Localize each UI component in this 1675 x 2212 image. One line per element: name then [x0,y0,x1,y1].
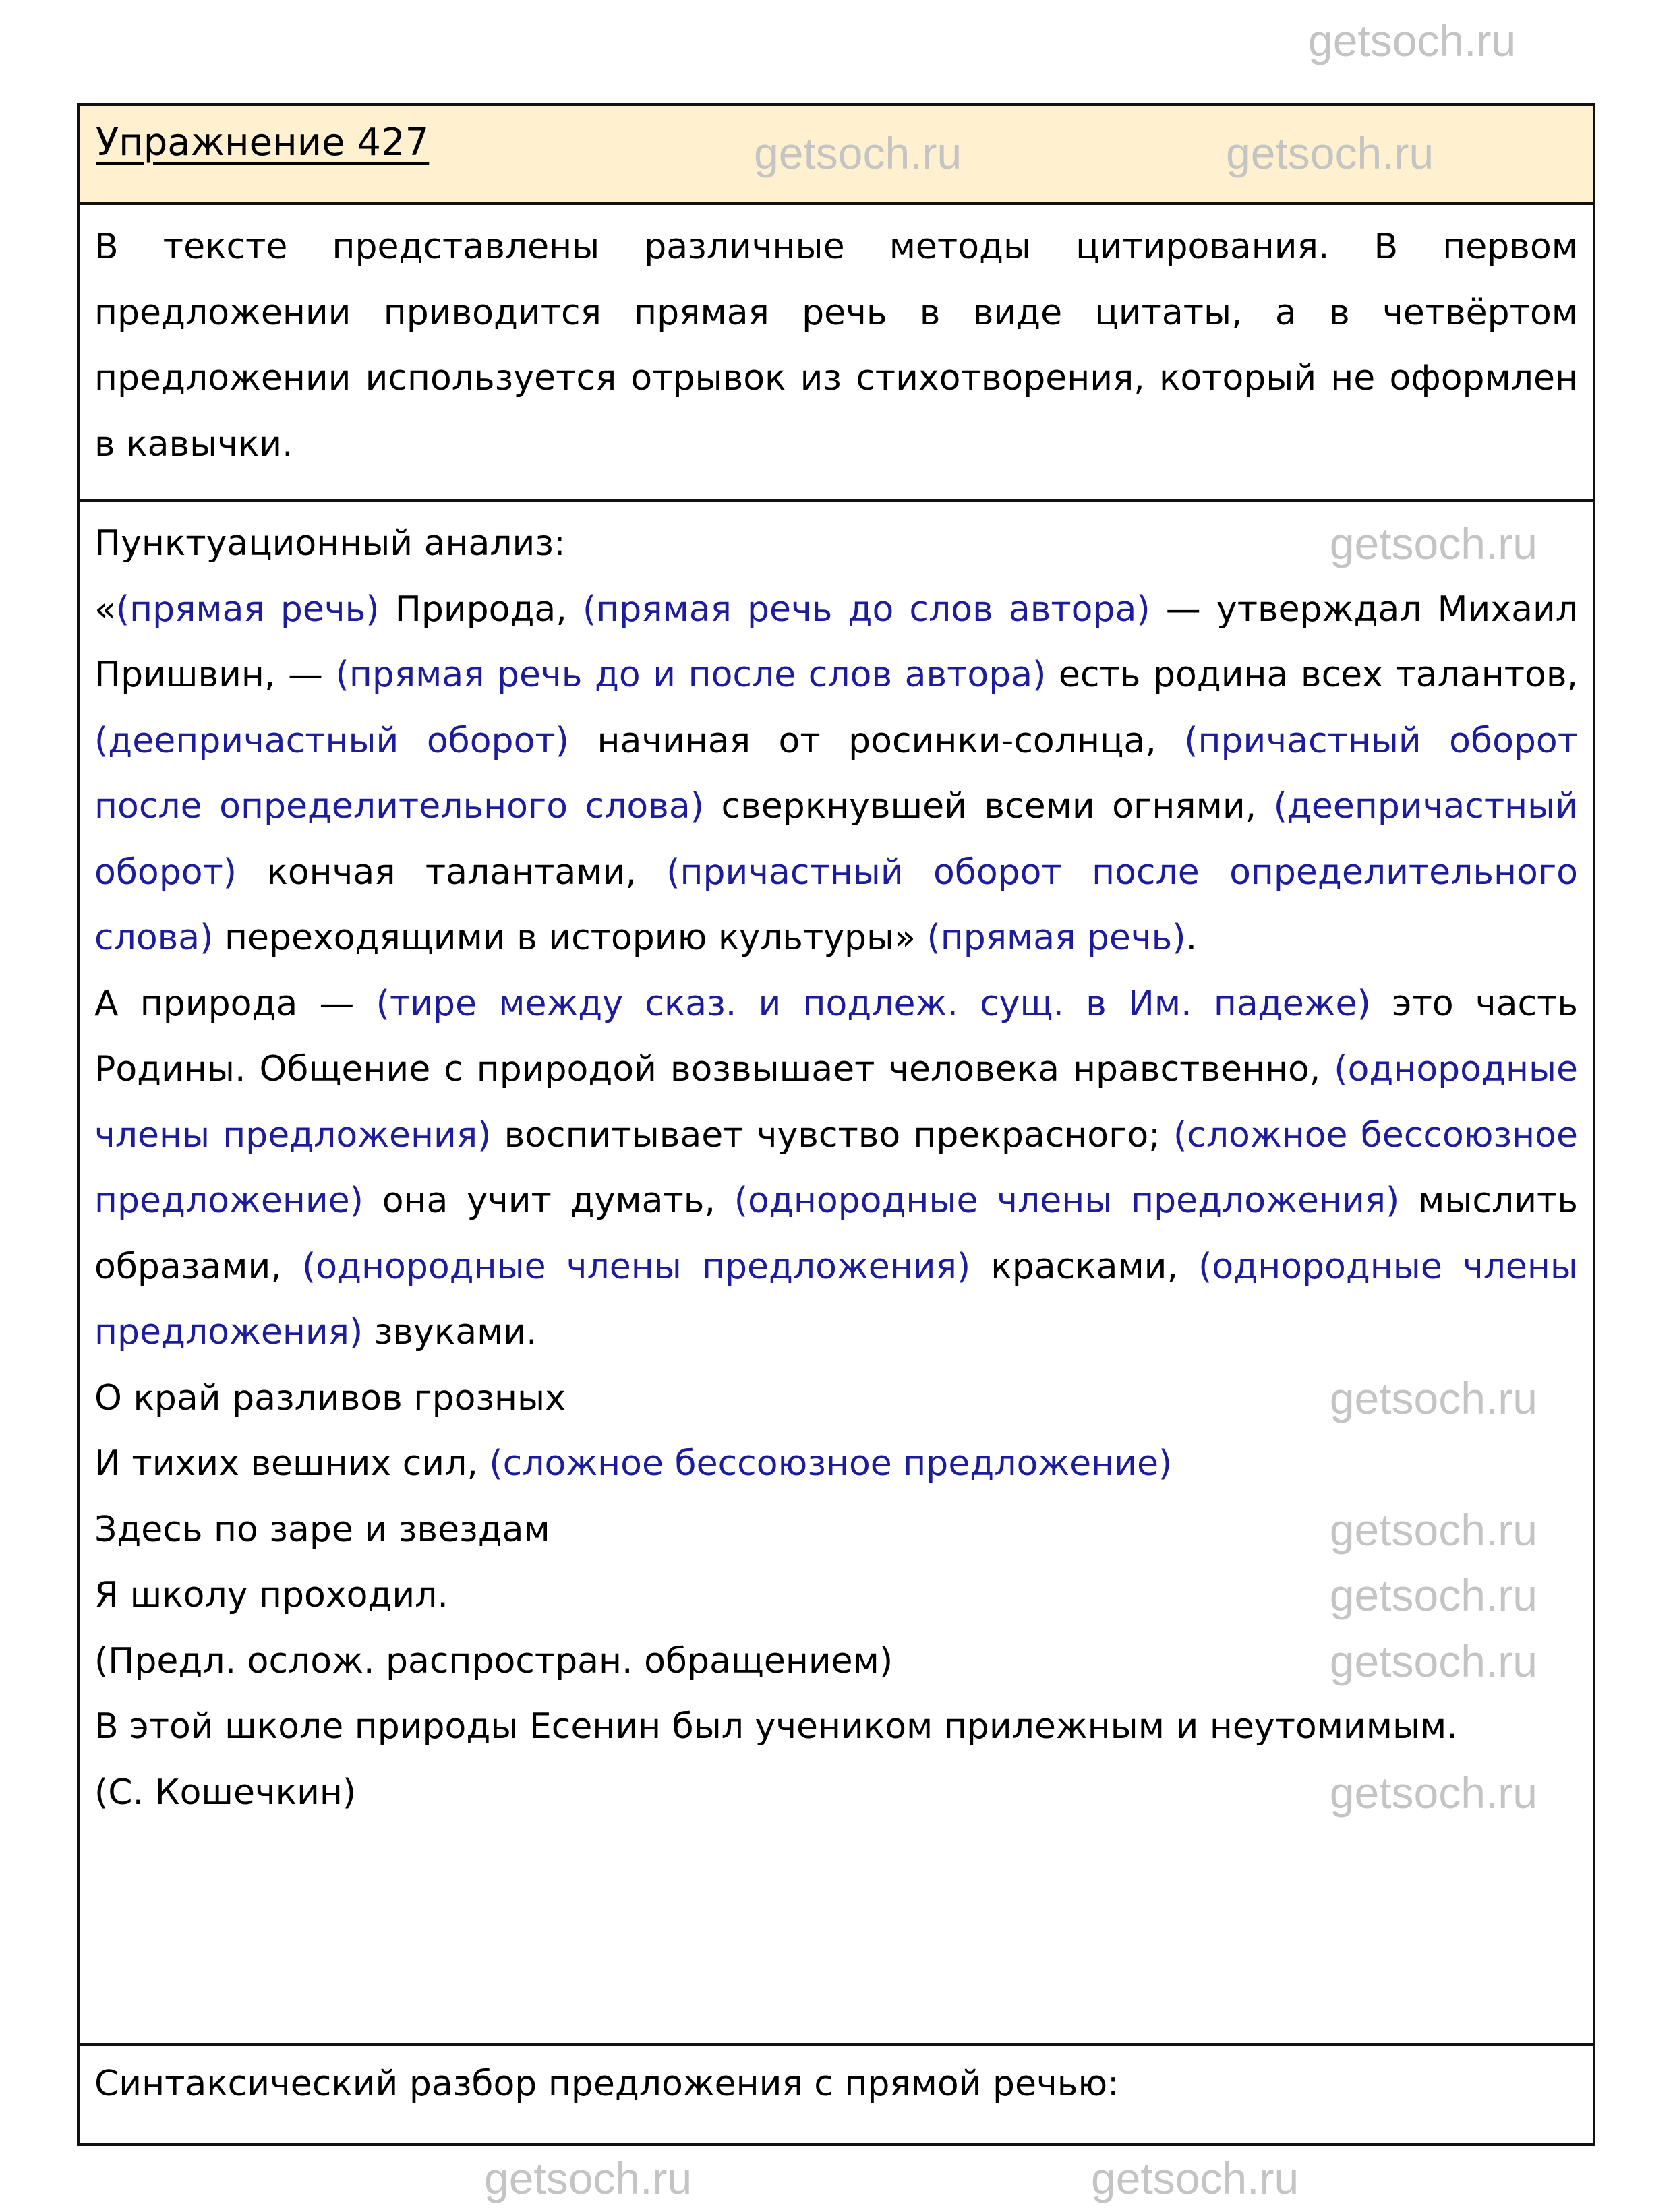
grammar-annotation: (деепричастный оборот) [94,786,1578,893]
analysis-paragraph [94,972,1578,1366]
grammar-annotation: (прямая речь до слов автора) [582,589,1150,630]
watermark: getsoch.ru [1091,2153,1299,2203]
exercise-card [77,103,1595,2203]
watermark: getsoch.ru [1329,1504,1537,1555]
exercise-title: Упражнение 427 [96,121,430,165]
text-fragment: Природа, [379,589,583,630]
text-fragment: . [1185,918,1198,958]
grammar-annotation: (причастный оборот после определительного слова) [94,851,1578,958]
watermark: getsoch.ru [1329,1636,1537,1686]
analysis-paragraph [94,1760,1578,1826]
watermark: getsoch.ru [1329,1570,1537,1620]
text-fragment: « [94,589,116,630]
intro-text: В тексте представлены различные методы цитирования. В первом предложении приводится прямая речь в виде цитаты, а в четвёртом предложении используется отрывок из стихотворения, который не оформлен в кавычки. [94,227,1578,465]
text-fragment: переходящими в историю культуры» [213,918,927,958]
analysis-paragraph [94,1431,1578,1497]
grammar-annotation: (прямая речь) [115,589,380,630]
text-fragment: это часть Родины. Общение с природой возвышает человека нравственно, [94,983,1579,1089]
text-fragment: (Предл. ослож. распростран. обращением) [94,1640,893,1681]
watermark: getsoch.ru [1329,518,1537,568]
text-fragment: В этой школе природы Есенин был учеником прилежным и неутомимым. [94,1706,1458,1747]
syntax-section [80,2046,1593,2143]
text-fragment: Пунктуационный анализ: [94,523,566,564]
text-fragment: (С. Кошечкин) [94,1772,357,1813]
watermark: getsoch.ru [1308,16,1517,65]
analysis-paragraph [94,577,1578,972]
text-fragment: звуками. [363,1312,537,1352]
text-fragment: И тихих вешних сил, [94,1443,490,1484]
grammar-annotation: (однородные члены предложения) [94,1049,1578,1156]
grammar-annotation: (однородные члены предложения) [94,1246,1578,1352]
analysis-paragraph [94,1694,1578,1760]
grammar-annotation: (сложное бессоюзное предложение) [94,1114,1578,1221]
text-fragment: она учит думать, [363,1180,734,1221]
text-fragment: начиная от росинки-солнца, [568,720,1185,761]
text-fragment: есть родина всех талантов, [1046,655,1579,695]
below-card-area [80,2143,1593,2211]
text-fragment: — утверждал Михаил Пришвин, — [94,589,1578,695]
analysis-paragraph [94,1629,1578,1695]
watermark: getsoch.ru [1226,128,1434,178]
text-fragment: сверкнувшей всеми огнями, [703,786,1274,827]
analysis-paragraph [94,1497,1578,1563]
text-fragment: Здесь по заре и звездам [94,1509,550,1550]
grammar-annotation: (однородные члены предложения) [301,1246,971,1287]
text-fragment: О край разливов грозных [94,1377,566,1418]
analysis-paragraph [94,511,1578,577]
grammar-annotation: (сложное бессоюзное предложение) [489,1443,1173,1484]
intro-section [80,205,1593,502]
punctuation-analysis-section [80,502,1593,2046]
text-fragment: Я школу проходил. [94,1575,448,1615]
grammar-annotation: (однородные члены предложения) [734,1180,1400,1221]
watermark: getsoch.ru [754,128,962,178]
syntax-heading: Синтаксический разбор предложения с прямой речью: [94,2064,1119,2104]
text-fragment: воспитывает чувство прекрасного; [491,1114,1173,1156]
watermark: getsoch.ru [1329,1373,1537,1423]
text-fragment: кончая талантами, [237,851,667,893]
grammar-annotation: (тире между сказ. и подлеж. сущ. в Им. падеже) [376,983,1371,1024]
exercise-header [80,106,1593,205]
grammar-annotation: (причастный оборот после определительного слова) [94,720,1578,827]
analysis-paragraph [94,1366,1578,1432]
watermark: getsoch.ru [1329,1767,1537,1818]
grammar-annotation: (прямая речь до и после слов автора) [335,655,1047,695]
text-fragment: А природа — [94,983,376,1024]
text-fragment: мыслить образами, [94,1180,1578,1287]
grammar-annotation: (деепричастный оборот) [94,720,569,761]
analysis-paragraph [94,1563,1578,1629]
text-fragment: красками, [970,1246,1199,1287]
watermark: getsoch.ru [484,2153,693,2203]
grammar-annotation: (прямая речь) [927,918,1186,958]
